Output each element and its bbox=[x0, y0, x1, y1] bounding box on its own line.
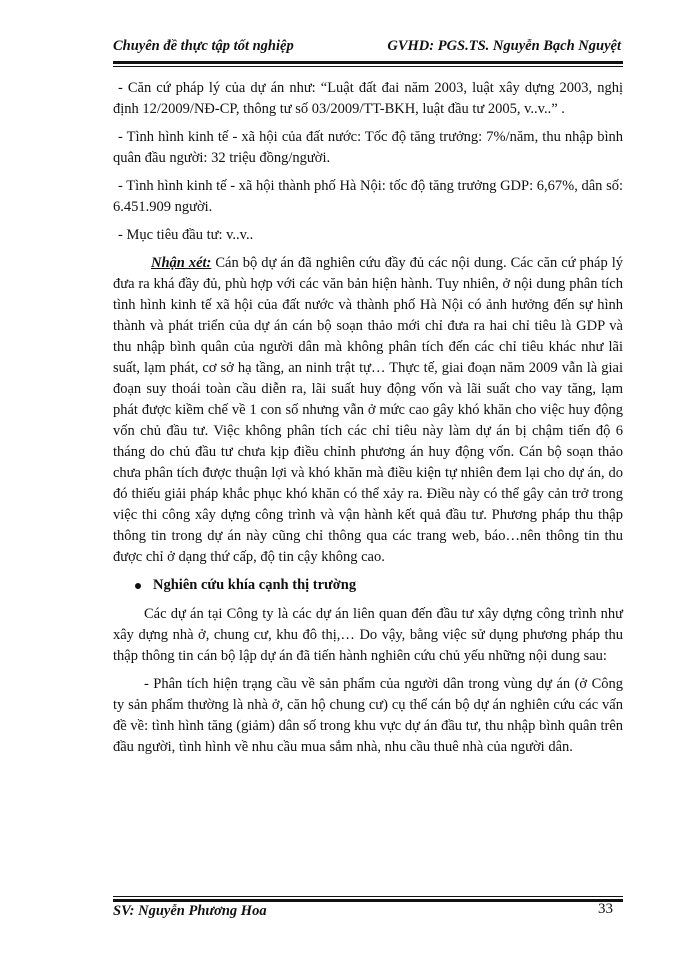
assessment-text: Cán bộ dự án đã nghiên cứu đầy đủ các nội dung. Các căn cứ pháp lý đưa ra khá đầy đủ, phù hợp với các văn bản hiện hành. Tuy nhiên, ở nội dung phân tích tình hình kinh tế xã hội của đất nước và thành phố Hà Nội có ảnh hưởng đến sự hình thành và phát triển của dự án cán bộ soạn thảo mới chỉ đưa ra hai chỉ tiêu là GDP và thu nhập bình quân của người dân mà không phân tích đến các chỉ tiêu khác như lãi suất, lạm phát, cơ sở hạ tầng, an ninh trật tự… Thực tế, giai đoạn năm 2009 vẫn là giai đoạn suy thoái toàn cầu diễn ra, lãi suất huy động vốn và lãi suất cho vay tăng, lạm phát được kiềm chế về 1 con số nhưng vẫn ở mức cao gây khó khăn cho việc huy động vốn chủ đầu tư. Việc không phân tích các chỉ tiêu này làm dự án bị chậm tiến độ 6 tháng do chủ đầu tư chưa kịp điều chỉnh phương án huy động vốn. Cán bộ soạn thảo chưa phân tích được thuận lợi và khó khăn mà điều kiện tự nhiên đem lại cho dự án, do đó thiếu giải pháp khắc phục khó khăn có thể xảy ra. Điều này có thể gây cản trở trong việc thi công xây dựng công trình và vận hành kết quả đầu tư. Phương pháp thu thập thông tin trong dự án này cũng chỉ thông qua các trang web, báo…nên thông tin thu được chỉ ở dạng thứ cấp, độ tin cậy không cao. bbox=[113, 255, 623, 565]
header-rule-thick bbox=[113, 61, 623, 64]
assessment-label: Nhận xét: bbox=[151, 255, 212, 271]
page-footer bbox=[113, 903, 623, 925]
footer-rule-thick bbox=[113, 899, 623, 902]
header-report-title: Chuyên đề thực tập tốt nghiệp bbox=[113, 38, 294, 54]
page-body bbox=[113, 78, 623, 765]
paragraph-market-intro: Các dự án tại Công ty là các dự án liên quan đến đầu tư xây dựng công trình như xây dựng nhà ở, chung cư, khu đô thị,… Do vậy, bằng việc sử dụng phương pháp thu thập thông tin cán bộ lập dự án đã tiến hành nghiên cứu chủ yếu những nội dung sau: bbox=[113, 606, 623, 664]
paragraph-national-economy: - Tình hình kinh tế - xã hội của đất nước: Tốc độ tăng trưởng: 7%/năm, thu nhập bình quân đầu người: 32 triệu đồng/người. bbox=[113, 129, 623, 166]
paragraph-legal-basis: - Căn cứ pháp lý của dự án như: “Luật đất đai năm 2003, luật xây dựng 2003, nghị định 12/2009/NĐ-CP, thông tư số 03/2009/TT-BKH, luật đầu tư 2005, v..v..” . bbox=[113, 80, 623, 117]
bullet-icon bbox=[135, 583, 141, 589]
section-heading-text: Nghiên cứu khía cạnh thị trường bbox=[153, 577, 357, 593]
page-header bbox=[113, 38, 621, 60]
paragraph-assessment bbox=[113, 253, 623, 568]
footer-rule-thin bbox=[113, 896, 623, 897]
section-heading bbox=[135, 575, 623, 596]
paragraph-hanoi-economy: - Tình hình kinh tế - xã hội thành phố Hà Nội: tốc độ tăng trưởng GDP: 6,67%, dân số: 6.451.909 người. bbox=[113, 178, 623, 215]
paragraph-demand-analysis: - Phân tích hiện trạng cầu về sản phẩm của người dân trong vùng dự án (ở Công ty sản phẩm thường là nhà ở, căn hộ chung cư) cụ thể cán bộ dự án nghiên cứu các vấn đề về: tình hình tăng (giảm) dân số trong khu vực dự án đầu tư, thu nhập bình quân trên đầu người, tình hình về nhu cầu mua sắm nhà, nhu cầu thuê nhà của người dân. bbox=[113, 676, 623, 755]
paragraph-investment-goal: - Mục tiêu đầu tư: v..v.. bbox=[118, 227, 254, 243]
header-rule-thin bbox=[113, 66, 623, 67]
page-number: 33 bbox=[598, 901, 613, 917]
header-advisor: GVHD: PGS.TS. Nguyễn Bạch Nguyệt bbox=[387, 38, 621, 54]
footer-student-name: SV: Nguyễn Phương Hoa bbox=[113, 903, 267, 919]
